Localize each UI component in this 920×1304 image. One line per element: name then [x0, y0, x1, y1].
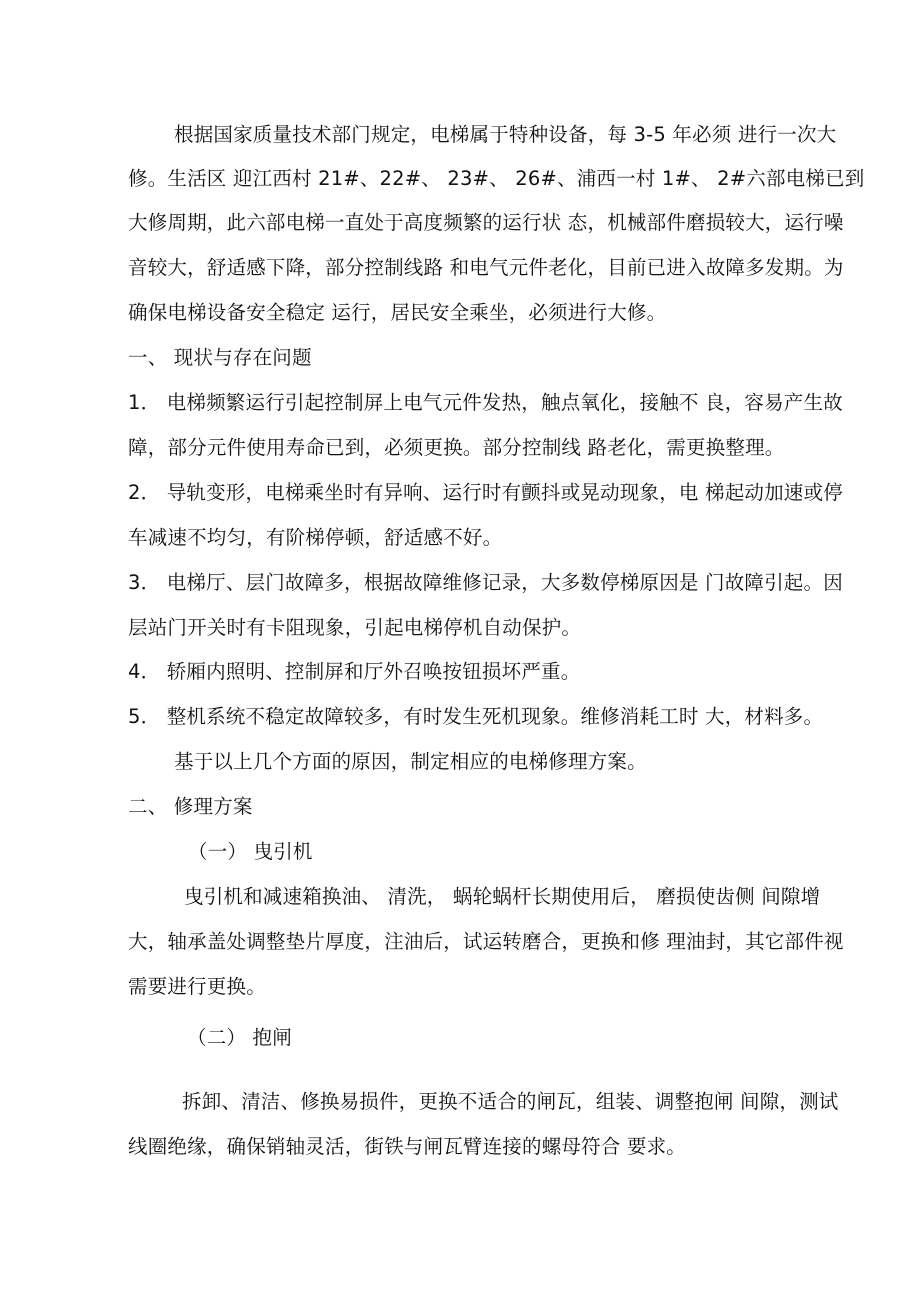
- issue-2-line-2: 车减速不均匀，有阶梯停顿，舒适感不好。: [128, 526, 503, 549]
- issue-5: 5． 整机系统不稳定故障较多，有时发生死机现象。维修消耗工时 大，材料多。: [128, 705, 824, 728]
- sub-1-body-line-3: 需要进行更换。: [128, 975, 266, 998]
- sub-2-body-line-2: 线圈绝缘，确保销轴灵活，街铁与闸瓦臂连接的螺母符合 要求。: [128, 1135, 686, 1158]
- section-2-heading: 二、 修理方案: [128, 795, 253, 818]
- summary-text: 基于以上几个方面的原因，制定相应的电梯修理方案。: [174, 750, 647, 773]
- intro-line-3: 大修周期，此六部电梯一直处于高度频繁的运行状 态，机械部件磨损较大，运行噪: [128, 211, 844, 234]
- issue-1-line-2: 障，部分元件使用寿命已到，必须更换。部分控制线 路老化，需更换整理。: [128, 436, 785, 459]
- sub-2-body-line-1: 拆卸、清洁、修换易损件，更换不适合的闸瓦，组装、调整抱闸 间隙，测试: [182, 1090, 839, 1113]
- intro-line-4: 音较大，舒适感下降，部分控制线路 和电气元件老化，目前已进入故障多发期。为: [128, 256, 844, 279]
- issue-3-line-2: 层站门开关时有卡阻现象，引起电梯停机自动保护。: [128, 616, 582, 639]
- section-1-heading: 一、 现状与存在问题: [128, 346, 312, 369]
- sub-2-heading: （二） 抱闸: [187, 1026, 292, 1049]
- issue-2-line-1: 2． 导轨变形，电梯乘坐时有异响、运行时有颤抖或晃动现象，电 梯起动加速或停: [128, 481, 843, 504]
- sub-1-body-line-2: 大，轴承盖处调整垫片厚度，注油后，试运转磨合，更换和修 理油封，其它部件视: [128, 930, 844, 953]
- issue-3-line-1: 3． 电梯厅、层门故障多，根据故障维修记录，大多数停梯原因是 门故障引起。因: [128, 571, 843, 594]
- sub-1-body-line-1: 曳引机和减速箱换油、 清洗， 蜗轮蜗杆长期使用后， 磨损使齿侧 间隙增: [184, 885, 821, 908]
- intro-line-2: 修。生活区 迎江西村 21#、22#、 23#、 26#、浦西一村 1#、 2#六部电梯已到: [128, 167, 865, 190]
- issue-1-line-1: 1． 电梯频繁运行引起控制屏上电气元件发热，触点氧化，接触不 良，容易产生故: [128, 391, 843, 414]
- sub-1-heading: （一） 曳引机: [188, 840, 313, 863]
- intro-line-5: 确保电梯设备安全稳定 运行，居民安全乘坐，必须进行大修。: [128, 301, 667, 324]
- issue-4: 4． 轿厢内照明、控制屏和厅外召唤按钮损坏严重。: [128, 660, 581, 683]
- intro-line-1: 根据国家质量技术部门规定，电梯属于特种设备，每 3-5 年必须 进行一次大: [174, 123, 837, 146]
